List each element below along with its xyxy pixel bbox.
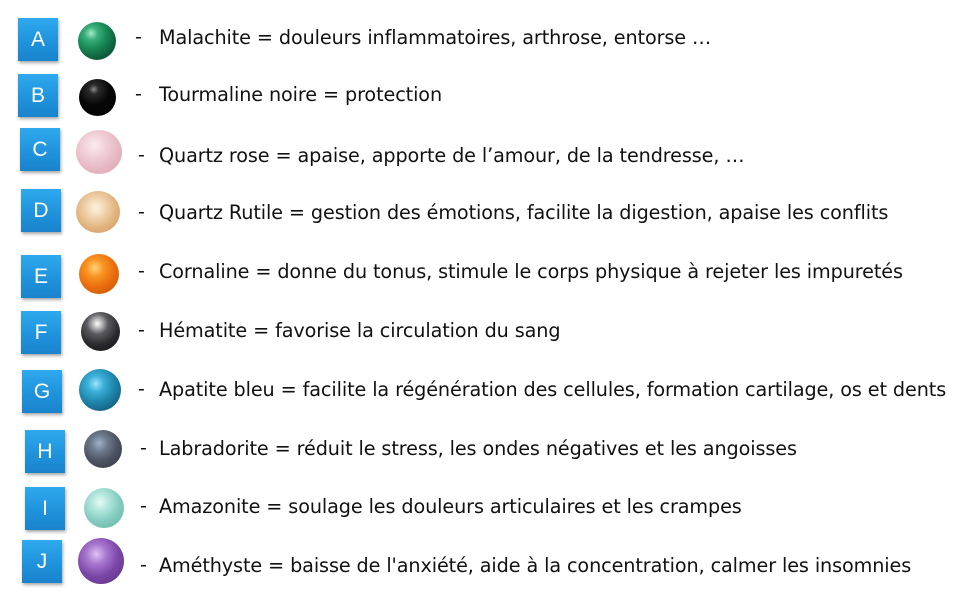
stone-description — [159, 497, 742, 516]
list-item — [0, 308, 980, 358]
stone-name: Hématite — [159, 319, 248, 342]
stone-benefit: baisse de l'anxiété, aide à la concentration, calmer les insomnies — [290, 554, 912, 577]
stone-benefit: favorise la circulation du sang — [275, 319, 561, 342]
stone-benefit: gestion des émotions, facilite la digestion, apaise les conflits — [310, 201, 889, 224]
equals-separator: = — [317, 83, 345, 106]
dash: - — [138, 378, 145, 400]
amazonite-stone-icon — [84, 488, 124, 528]
stone-benefit: réduit le stress, les ondes négatives et les angoisses — [296, 437, 797, 460]
stone-benefit: facilite la régénération des cellules, formation cartilage, os et dents — [302, 378, 947, 401]
rose-quartz-stone-icon — [76, 130, 122, 174]
blue-apatite-stone-icon — [79, 369, 121, 411]
list-item — [0, 538, 980, 588]
equals-separator: = — [262, 554, 291, 577]
stone-name: Apatite bleu — [159, 378, 275, 401]
stone-benefit: apaise, apporte de l’amour, de la tendresse, … — [297, 144, 745, 167]
letter-badge: D — [21, 189, 61, 232]
stone-description — [159, 439, 797, 458]
stone-benefit: protection — [344, 83, 443, 106]
stone-benefit: donne du tonus, stimule le corps physique à rejeter les impuretés — [277, 260, 903, 283]
list-item — [0, 186, 980, 236]
stone-description — [159, 203, 888, 222]
rutile-quartz-stone-icon — [76, 191, 120, 233]
malachite-stone-icon — [78, 22, 116, 60]
dash: - — [140, 495, 147, 517]
amethyst-stone-icon — [78, 538, 124, 584]
list-item — [0, 72, 980, 122]
dash: - — [138, 319, 145, 341]
stone-name: Malachite — [159, 26, 251, 49]
stone-name: Labradorite — [159, 437, 269, 460]
equals-separator: = — [269, 144, 298, 167]
dash: - — [138, 144, 145, 166]
stone-name: Cornaline — [159, 260, 250, 283]
stone-description — [159, 380, 946, 399]
stone-name: Amazonite — [159, 495, 261, 518]
stone-description — [159, 556, 911, 575]
equals-separator: = — [282, 201, 311, 224]
black-tourmaline-stone-icon — [79, 79, 116, 116]
letter-badge: G — [22, 370, 62, 413]
equals-separator: = — [247, 319, 276, 342]
letter-badge: J — [22, 540, 62, 583]
letter-badge: A — [18, 18, 58, 61]
equals-separator: = — [249, 260, 278, 283]
dash: - — [138, 260, 145, 282]
stone-description — [159, 146, 744, 165]
stone-description — [159, 28, 711, 47]
stone-description — [159, 321, 560, 340]
letter-badge: I — [25, 487, 65, 530]
stone-description — [159, 262, 903, 281]
list-item — [0, 16, 980, 66]
letter-badge: E — [21, 255, 61, 298]
carnelian-stone-icon — [79, 254, 119, 294]
dash: - — [135, 26, 142, 48]
letter-badge: H — [25, 430, 65, 473]
equals-separator: = — [274, 378, 303, 401]
list-item — [0, 484, 980, 534]
stone-benefit: soulage les douleurs articulaires et les crampes — [288, 495, 742, 518]
list-item — [0, 426, 980, 476]
equals-separator: = — [260, 495, 289, 518]
stone-benefit: douleurs inflammatoires, arthrose, entorse … — [278, 26, 712, 49]
labradorite-stone-icon — [84, 430, 122, 468]
list-item — [0, 367, 980, 417]
stone-name: Quartz rose — [159, 144, 270, 167]
dash: - — [140, 437, 147, 459]
equals-separator: = — [250, 26, 279, 49]
dash: - — [138, 201, 145, 223]
letter-badge: B — [18, 74, 58, 117]
letter-badge: F — [21, 311, 61, 354]
list-item — [0, 126, 980, 176]
equals-separator: = — [268, 437, 297, 460]
stone-name: Tourmaline noire — [159, 83, 317, 106]
stone-name: Quartz Rutile — [159, 201, 283, 224]
dash: - — [135, 83, 142, 105]
hematite-stone-icon — [81, 312, 120, 351]
list-item — [0, 248, 980, 298]
letter-badge: C — [20, 128, 60, 171]
dash: - — [140, 554, 147, 576]
stone-name: Améthyste — [159, 554, 263, 577]
stone-description — [159, 85, 442, 104]
